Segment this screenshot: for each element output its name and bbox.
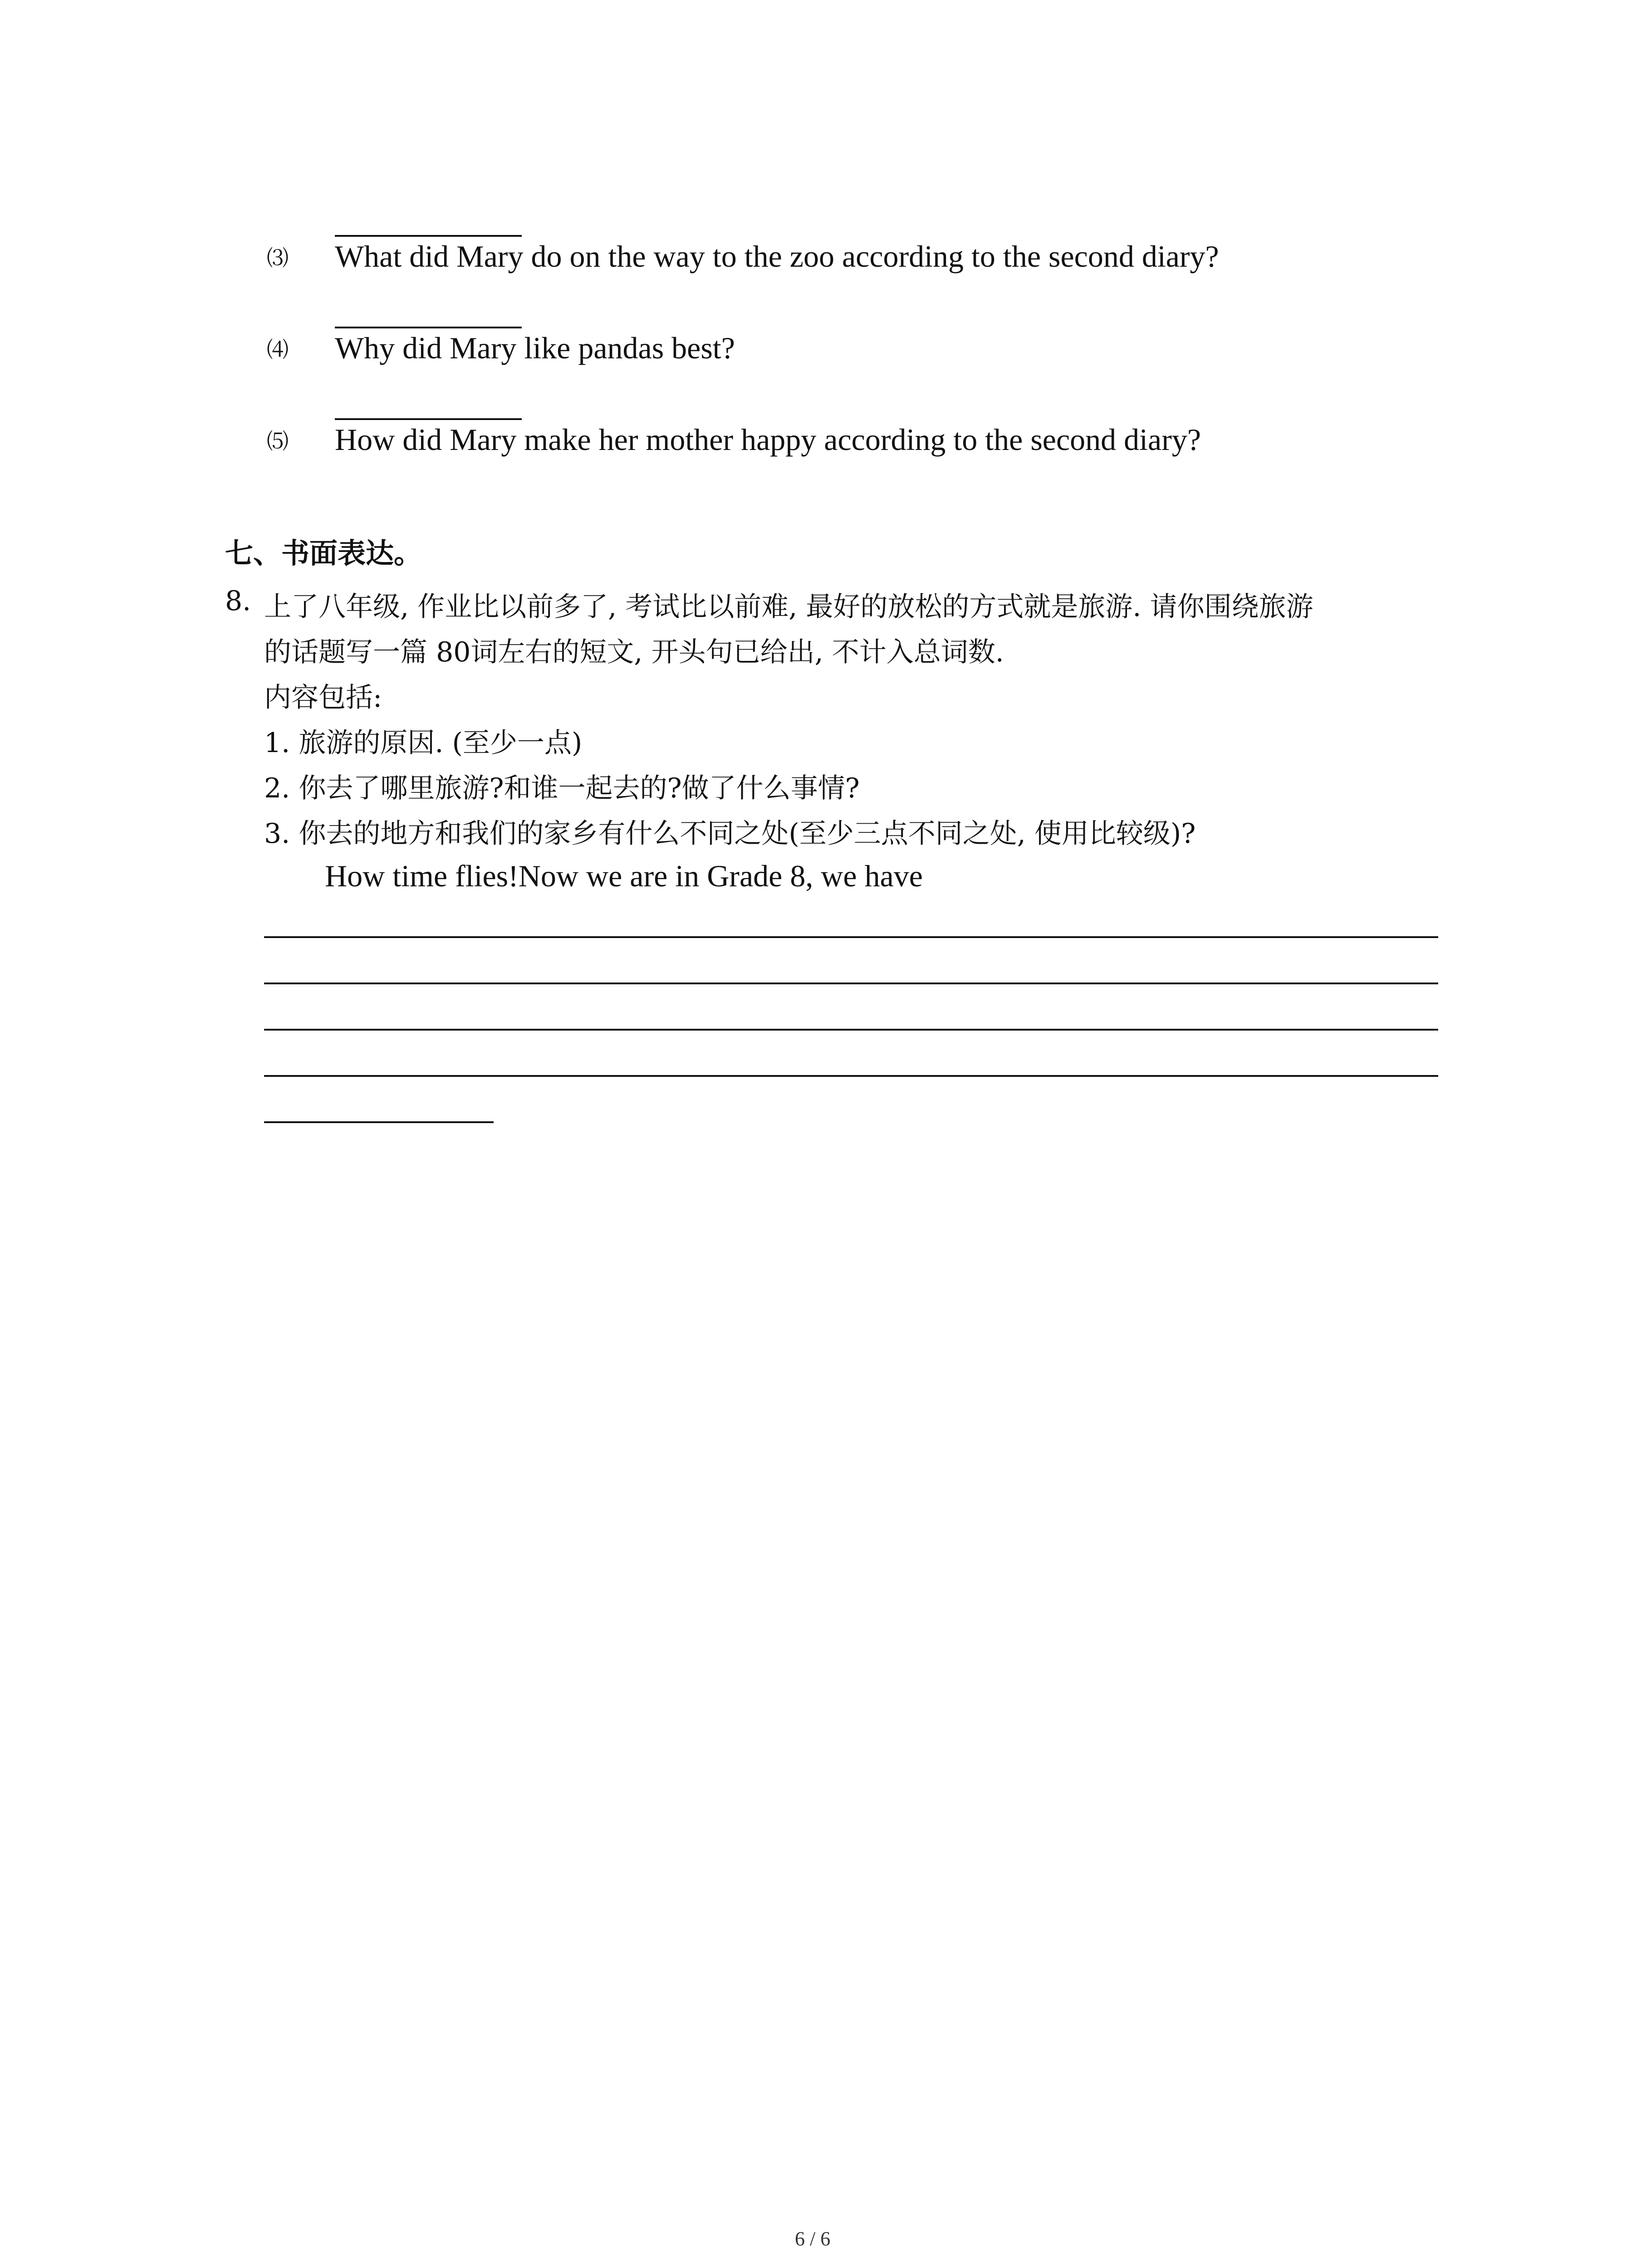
writing-line-5[interactable] (264, 1121, 494, 1123)
content-point-1: 1. 旅游的原因. (至少一点) (264, 727, 583, 759)
opening-sentence: How time flies!Now we are in Grade 8, we have (325, 859, 923, 893)
task-prompt-line2: 的话题写一篇 80词左右的短文, 开头句已给出, 不计入总词数. (264, 636, 1004, 668)
content-label: 内容包括: (264, 682, 382, 714)
question-text-5: How did Mary make her mother happy according to the second diary? (335, 422, 1201, 457)
task-number: 8. (225, 585, 251, 617)
question-number-4: ⑷ (267, 337, 289, 362)
writing-line-3[interactable] (264, 1029, 1438, 1031)
answer-blank-q4[interactable] (335, 327, 522, 328)
writing-line-2[interactable] (264, 982, 1438, 984)
content-point-2: 2. 你去了哪里旅游?和谁一起去的?做了什么事情? (264, 772, 860, 804)
task-prompt-line1: 上了八年级, 作业比以前多了, 考试比以前难, 最好的放松的方式就是旅游. 请你围绕旅游 (264, 591, 1313, 623)
answer-blank-q3[interactable] (335, 235, 522, 237)
question-text-4: Why did Mary like pandas best? (335, 331, 735, 365)
answer-blank-q5[interactable] (335, 418, 522, 420)
content-point-3: 3. 你去的地方和我们的家乡有什么不同之处(至少三点不同之处, 使用比较级)? (264, 818, 1196, 850)
writing-line-4[interactable] (264, 1075, 1438, 1077)
section-title: 七、书面表达。 (225, 537, 422, 570)
page-number: 6 / 6 (795, 2228, 831, 2250)
question-number-3: ⑶ (267, 245, 289, 271)
question-text-3: What did Mary do on the way to the zoo according to the second diary? (335, 239, 1219, 274)
question-number-5: ⑸ (267, 429, 289, 454)
writing-line-1[interactable] (264, 936, 1438, 938)
